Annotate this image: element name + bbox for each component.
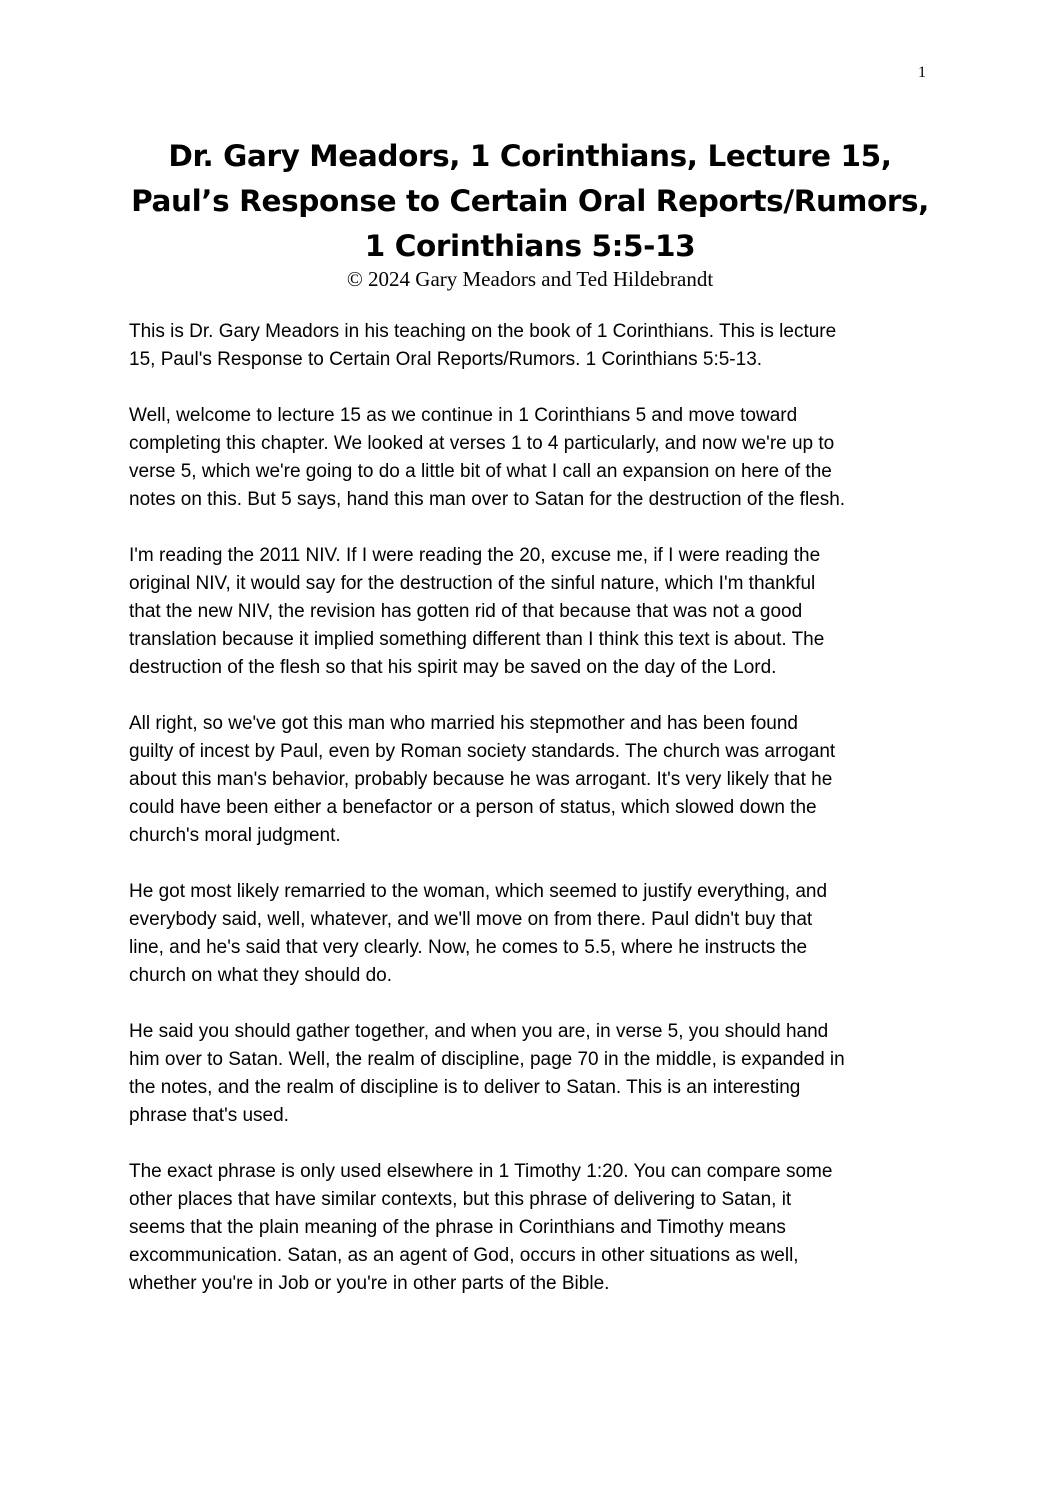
text-line: about this man's behavior, probably because he was arrogant. It's very likely that he: [129, 769, 833, 790]
text-line: line, and he's said that very clearly. Now, he comes to 5.5, where he instructs the: [129, 937, 808, 958]
text-line: 15, Paul's Response to Certain Oral Reports/Rumors. 1 Corinthians 5:5-13.: [129, 349, 763, 370]
text-line: The exact phrase is only used elsewhere in 1 Timothy 1:20. You can compare some: [129, 1161, 833, 1182]
paragraph: [129, 1158, 939, 1298]
text-line: This is Dr. Gary Meadors in his teaching on the book of 1 Corinthians. This is lecture: [129, 321, 837, 342]
text-line: All right, so we've got this man who married his stepmother and has been found: [129, 713, 798, 734]
text-line: whether you're in Job or you're in other parts of the Bible.: [129, 1273, 610, 1294]
text-line: church's moral judgment.: [129, 825, 341, 846]
copyright-notice: © 2024 Gary Meadors and Ted Hildebrandt: [346, 267, 714, 291]
page-number: 1: [918, 64, 926, 81]
text-line: him over to Satan. Well, the realm of discipline, page 70 in the middle, is expanded in: [129, 1049, 845, 1070]
text-line: Well, welcome to lecture 15 as we continue in 1 Corinthians 5 and move toward: [129, 405, 798, 426]
text-line: I'm reading the 2011 NIV. If I were reading the 20, excuse me, if I were reading the: [129, 545, 821, 566]
text-line: original NIV, it would say for the destruction of the sinful nature, which I'm thankful: [129, 573, 816, 594]
text-line: other places that have similar contexts, but this phrase of delivering to Satan, it: [129, 1189, 792, 1210]
text-line: the notes, and the realm of discipline is to deliver to Satan. This is an interesting: [129, 1077, 801, 1098]
text-line: that the new NIV, the revision has gotten rid of that because that was not a good: [129, 601, 803, 622]
text-line: church on what they should do.: [129, 965, 393, 986]
paragraph: [129, 402, 939, 514]
paragraph: [129, 318, 939, 374]
text-line: excommunication. Satan, as an agent of God, occurs in other situations as well,: [129, 1245, 799, 1266]
text-line: translation because it implied something different than I think this text is about. The: [129, 629, 825, 650]
text-line: seems that the plain meaning of the phrase in Corinthians and Timothy means: [129, 1217, 786, 1238]
text-line: completing this chapter. We looked at verses 1 to 4 particularly, and now we're up to: [129, 433, 835, 454]
title-line: Dr. Gary Meadors, 1 Corinthians, Lecture 15,: [168, 139, 892, 173]
title-line: Paul’s Response to Certain Oral Reports/Rumors,: [131, 184, 929, 218]
text-line: He said you should gather together, and when you are, in verse 5, you should hand: [129, 1021, 829, 1042]
paragraph: [129, 878, 939, 990]
text-line: He got most likely remarried to the woman, which seemed to justify everything, and: [129, 881, 828, 902]
page-title: [100, 134, 960, 269]
text-line: could have been either a benefactor or a person of status, which slowed down the: [129, 797, 817, 818]
text-line: everybody said, well, whatever, and we'll move on from there. Paul didn't buy that: [129, 909, 813, 930]
text-line: verse 5, which we're going to do a little bit of what I call an expansion on here of the: [129, 461, 832, 482]
paragraph: [129, 1018, 939, 1130]
paragraph: [129, 710, 939, 850]
text-line: destruction of the flesh so that his spirit may be saved on the day of the Lord.: [129, 657, 777, 678]
paragraph: [129, 542, 939, 682]
text-line: notes on this. But 5 says, hand this man over to Satan for the destruction of the flesh.: [129, 489, 846, 510]
transcript-body: [129, 318, 939, 1326]
text-line: guilty of incest by Paul, even by Roman society standards. The church was arrogant: [129, 741, 836, 762]
text-line: phrase that's used.: [129, 1105, 289, 1126]
title-line: 1 Corinthians 5:5-13: [364, 229, 696, 263]
